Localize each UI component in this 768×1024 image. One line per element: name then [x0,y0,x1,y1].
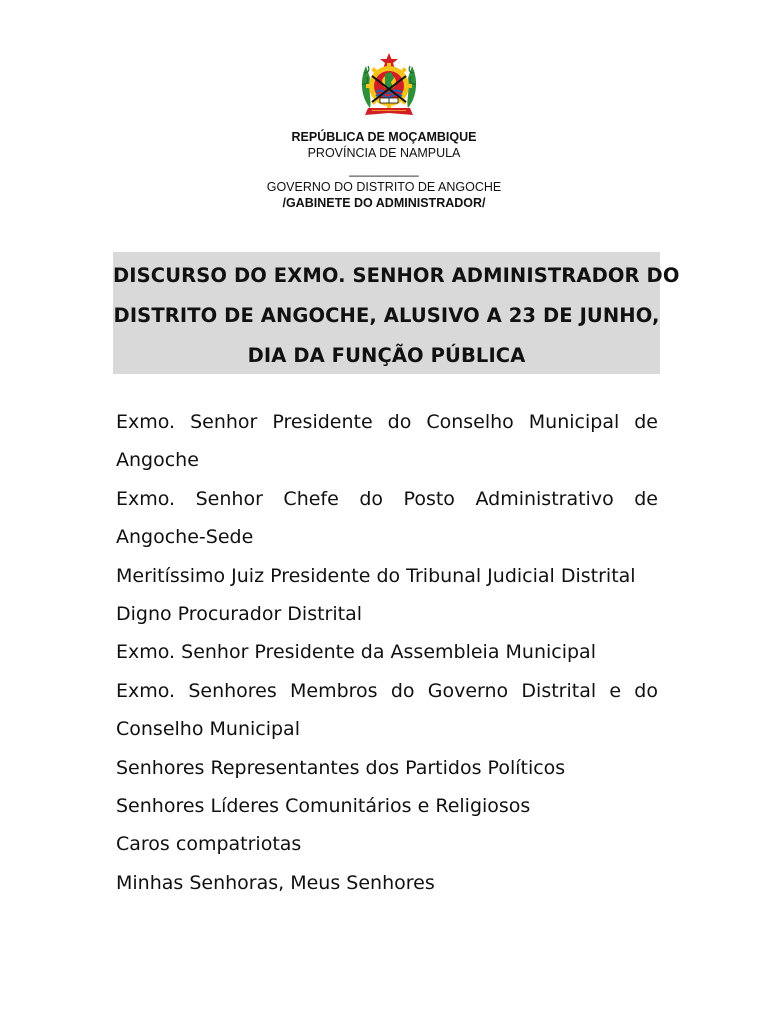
salutation-item: Meritíssimo Juiz Presidente do Tribunal Judicial Distrital [116,564,636,587]
header-separator: __________ [349,163,419,177]
salutation-item: Exmo. Senhor Chefe do Posto Administrativo de Angoche-Sede [116,487,658,549]
header-republic: REPÚBLICA DE MOÇAMBIQUE [291,130,477,144]
salutation-item: Minhas Senhoras, Meus Senhores [116,871,435,894]
speech-title-line-2: DISTRITO DE ANGOCHE, ALUSIVO A 23 DE JUNHO, [113,304,660,327]
header-separator-block [0,162,768,178]
salutation-item: Exmo. Senhores Membros do Governo Distrital e do Conselho Municipal [116,679,658,741]
header-province: PROVÍNCIA DE NAMPULA [307,146,461,160]
salutations-list [116,403,658,902]
header-office: /GABINETE DO ADMINISTRADOR/ [282,196,486,210]
header-government: GOVERNO DO DISTRITO DE ANGOCHE [266,180,502,194]
salutation-item: Senhores Líderes Comunitários e Religiosos [116,795,531,818]
salutation-item: Digno Procurador Distrital [116,603,363,626]
header-government-block [0,179,768,211]
mozambique-coat-of-arms-icon [358,52,420,118]
speech-title-line-3: DIA DA FUNÇÃO PÚBLICA [247,344,526,367]
document-header [0,129,768,161]
speech-title-line-1: DISCURSO DO EXMO. SENHOR ADMINISTRADOR DO [113,264,680,287]
salutation-item: Caros compatriotas [116,833,302,856]
salutation-item: Exmo. Senhor Presidente do Conselho Municipal de Angoche [116,411,658,472]
salutation-item: Exmo. Senhor Presidente da Assembleia Municipal [116,641,596,664]
salutation-item: Senhores Representantes dos Partidos Políticos [116,756,566,779]
speech-title-box [113,252,680,374]
